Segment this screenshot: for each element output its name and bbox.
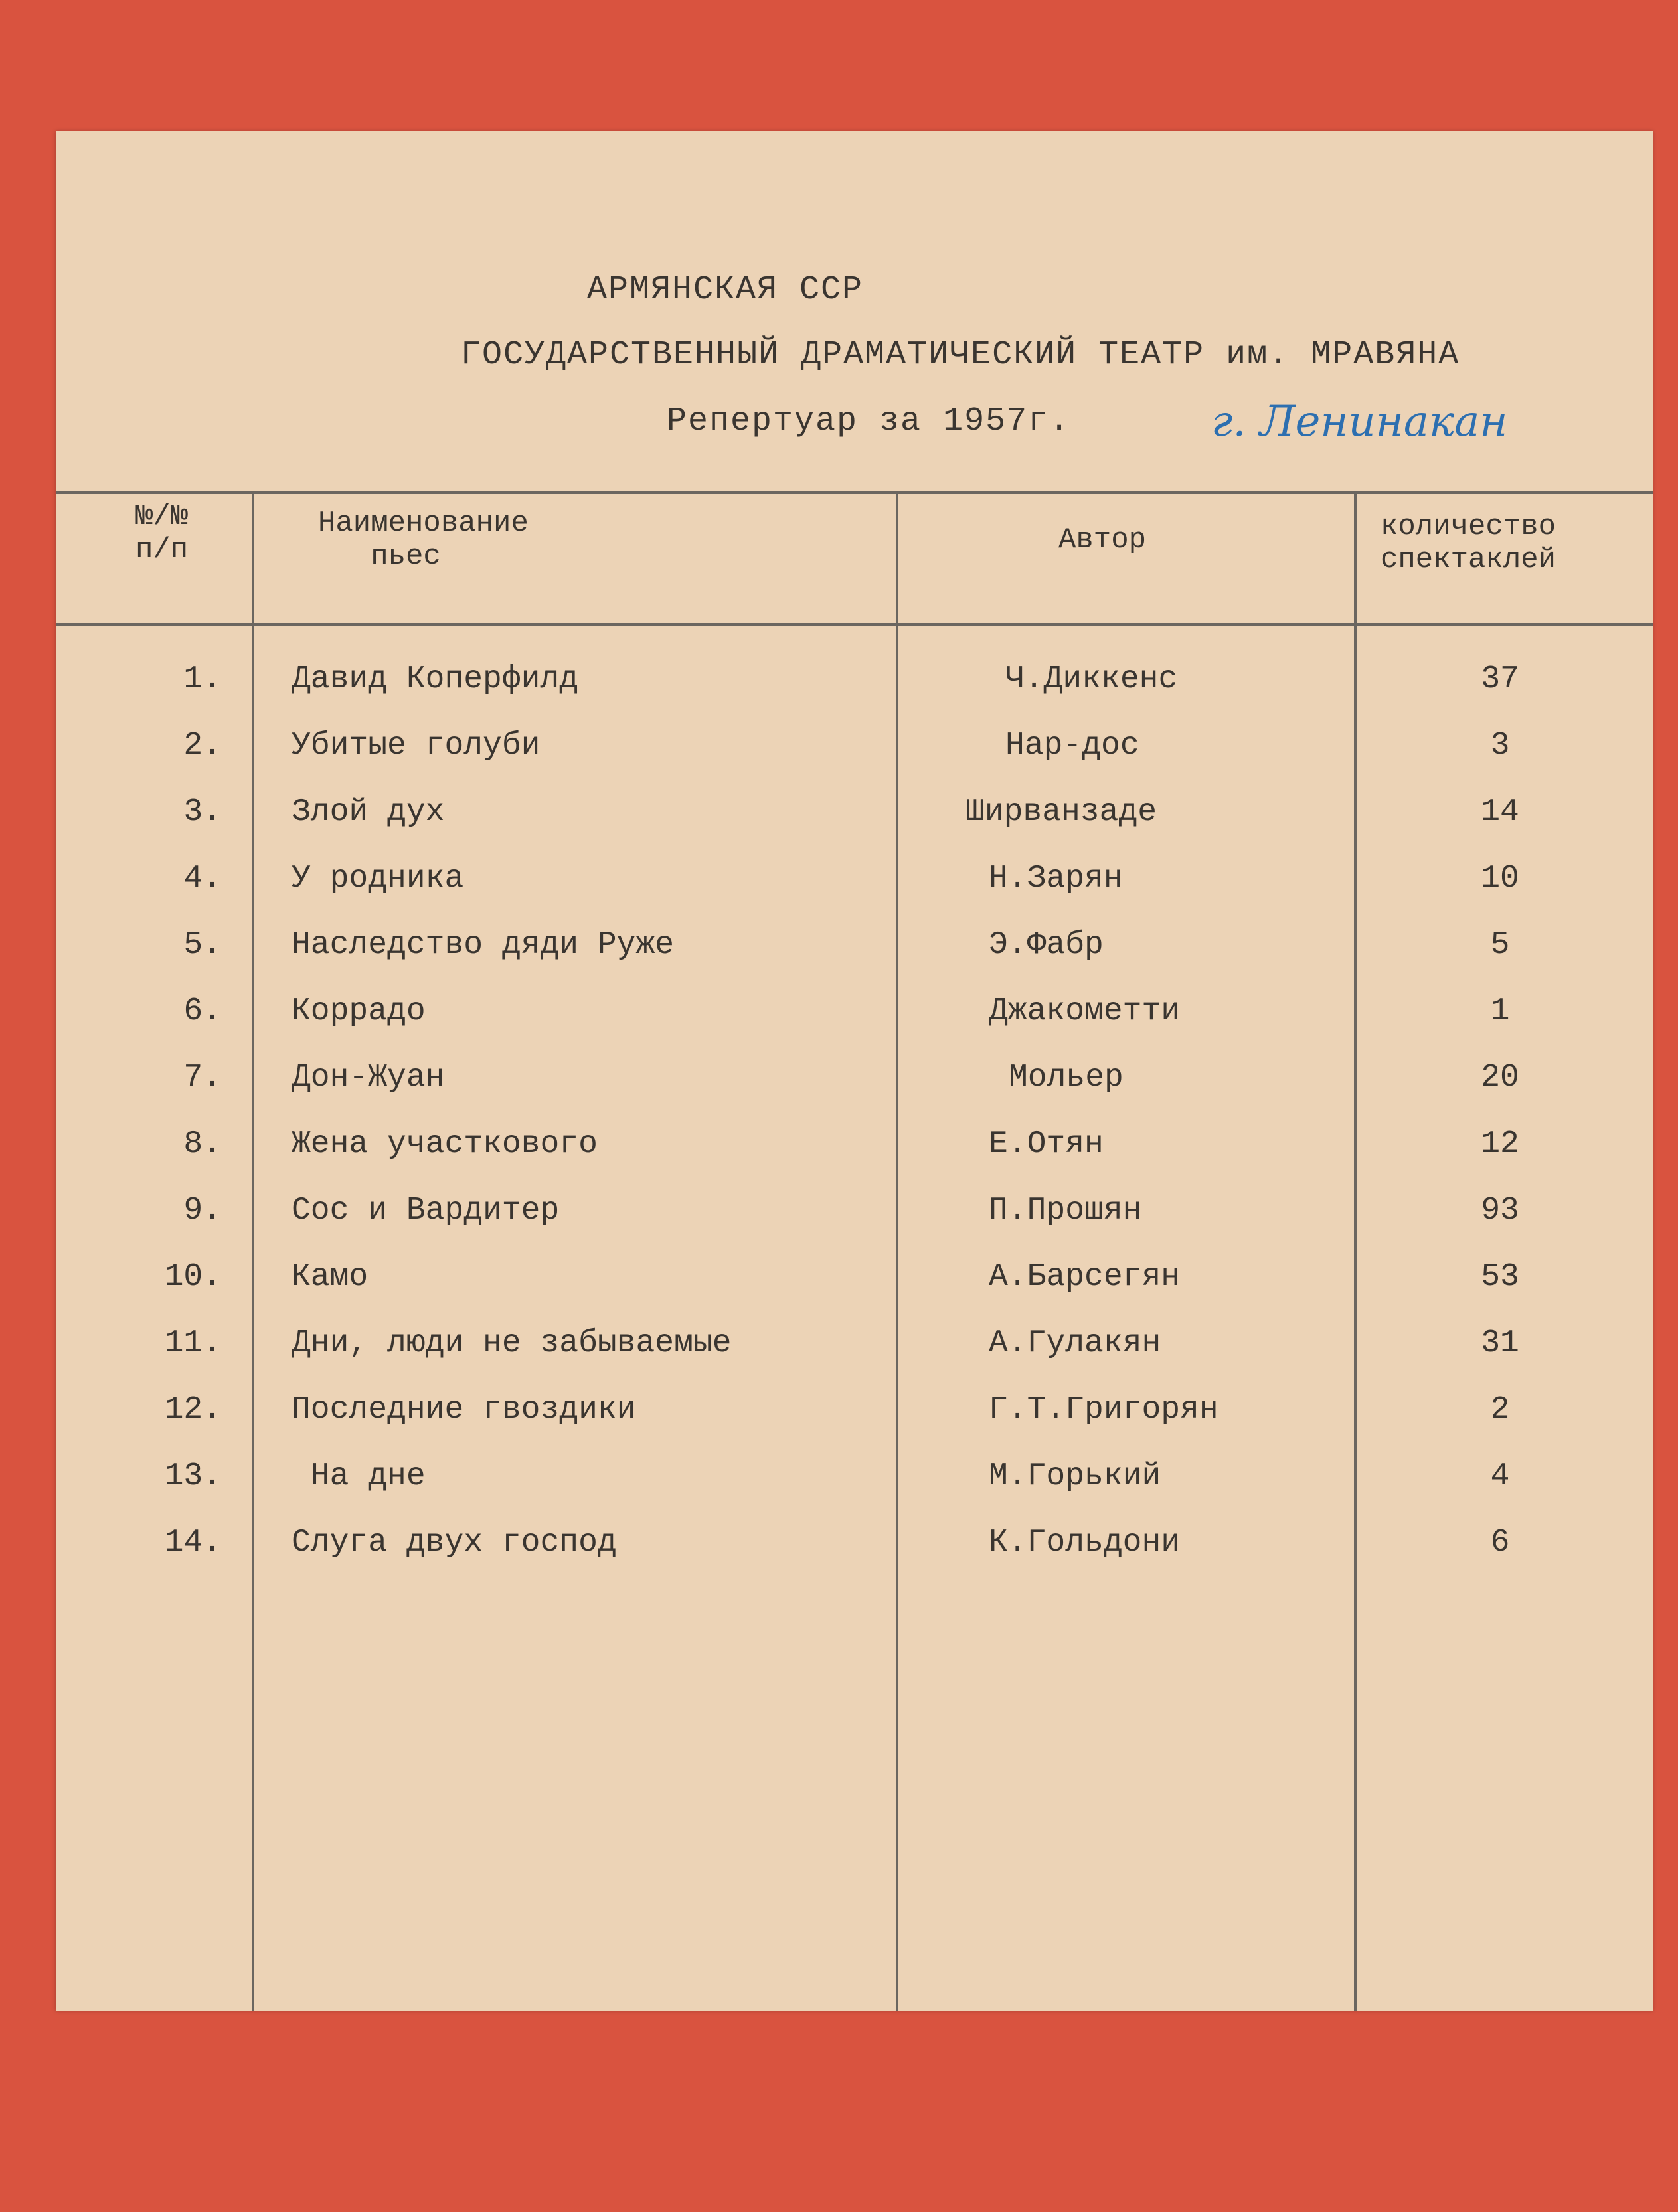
row-number: 10. bbox=[164, 1259, 222, 1295]
table-row bbox=[56, 1445, 1653, 1511]
play-title: На дне bbox=[292, 1458, 426, 1494]
play-author: Мольер bbox=[1009, 1060, 1124, 1096]
header-theatre: ГОСУДАРСТВЕННЫЙ ДРАМАТИЧЕСКИЙ ТЕАТР им. МРАВЯНА bbox=[461, 336, 1460, 374]
play-title: Дон-Жуан bbox=[292, 1060, 445, 1096]
handwritten-city-note: г. Ленинакан bbox=[1211, 397, 1508, 446]
play-title: Жена участкового bbox=[292, 1126, 598, 1162]
row-number: 1. bbox=[183, 661, 222, 697]
row-number: 3. bbox=[183, 794, 222, 830]
row-number: 11. bbox=[164, 1325, 222, 1361]
column-header-title: Наименование пьес bbox=[318, 507, 529, 573]
play-title: У родника bbox=[292, 861, 464, 896]
performance-count: 93 bbox=[1481, 1193, 1519, 1229]
performance-count: 5 bbox=[1490, 927, 1510, 963]
play-author: Ширванзаде bbox=[965, 794, 1157, 830]
column-header-author: Автор bbox=[1058, 523, 1147, 556]
play-title: Коррадо bbox=[292, 993, 426, 1029]
play-title: Сос и Вардитер bbox=[292, 1193, 560, 1229]
table-row bbox=[56, 1246, 1653, 1312]
row-number: 7. bbox=[183, 1060, 222, 1096]
row-number: 9. bbox=[183, 1193, 222, 1229]
header-republic: АРМЯНСКАЯ ССР bbox=[587, 271, 864, 309]
table-row bbox=[56, 715, 1653, 781]
play-author: Г.Т.Григорян bbox=[989, 1392, 1218, 1428]
performance-count: 3 bbox=[1490, 728, 1510, 764]
play-author: А.Барсегян bbox=[989, 1259, 1181, 1295]
table-row bbox=[56, 1047, 1653, 1113]
table-row bbox=[56, 1379, 1653, 1445]
table-row bbox=[56, 648, 1653, 715]
play-author: А.Гулакян bbox=[989, 1325, 1161, 1361]
play-author: Ч.Диккенс bbox=[1005, 661, 1178, 697]
play-title: Дни, люди не забываемые bbox=[292, 1325, 732, 1361]
play-author: Н.Зарян bbox=[989, 861, 1123, 896]
row-number: 8. bbox=[183, 1126, 222, 1162]
performance-count: 10 bbox=[1481, 861, 1519, 896]
table-row bbox=[56, 1511, 1653, 1578]
play-author: Э.Фабр bbox=[989, 927, 1104, 963]
row-number: 4. bbox=[183, 861, 222, 896]
column-header-number: №/№ п/п bbox=[135, 500, 189, 566]
play-title: Последние гвоздики bbox=[292, 1392, 636, 1428]
performance-count: 14 bbox=[1481, 794, 1519, 830]
play-title: Злой дух bbox=[292, 794, 445, 830]
table-row bbox=[56, 980, 1653, 1047]
play-author: Нар-дос bbox=[1005, 728, 1139, 764]
header-repertoire: Репертуар за 1957г. bbox=[667, 402, 1071, 440]
row-number: 5. bbox=[183, 927, 222, 963]
performance-count: 37 bbox=[1481, 661, 1519, 697]
row-number: 14. bbox=[164, 1525, 222, 1561]
table-top-rule bbox=[56, 491, 1653, 494]
play-author: К.Гольдони bbox=[989, 1525, 1181, 1561]
play-title: Слуга двух господ bbox=[292, 1525, 617, 1561]
play-author: Джакометти bbox=[989, 993, 1181, 1029]
table-header-rule bbox=[56, 623, 1653, 626]
play-author: П.Прошян bbox=[989, 1193, 1142, 1229]
play-title: Камо bbox=[292, 1259, 369, 1295]
performance-count: 20 bbox=[1481, 1060, 1519, 1096]
play-author: Е.Отян bbox=[989, 1126, 1104, 1162]
performance-count: 1 bbox=[1490, 993, 1510, 1029]
row-number: 13. bbox=[164, 1458, 222, 1494]
performance-count: 31 bbox=[1481, 1325, 1519, 1361]
row-number: 6. bbox=[183, 993, 222, 1029]
play-title: Наследство дяди Руже bbox=[292, 927, 675, 963]
performance-count: 12 bbox=[1481, 1126, 1519, 1162]
play-title: Убитые голуби bbox=[292, 728, 541, 764]
table-row bbox=[56, 781, 1653, 847]
performance-count: 53 bbox=[1481, 1259, 1519, 1295]
table-row bbox=[56, 847, 1653, 914]
play-title: Давид Коперфилд bbox=[292, 661, 579, 697]
table-row bbox=[56, 1113, 1653, 1179]
performance-count: 4 bbox=[1490, 1458, 1510, 1494]
row-number: 12. bbox=[164, 1392, 222, 1428]
document-sheet bbox=[56, 131, 1653, 2011]
play-author: М.Горький bbox=[989, 1458, 1161, 1494]
table-row bbox=[56, 1312, 1653, 1379]
row-number: 2. bbox=[183, 728, 222, 764]
performance-count: 2 bbox=[1490, 1392, 1510, 1428]
performance-count: 6 bbox=[1490, 1525, 1510, 1561]
column-header-count: количество спектаклей bbox=[1381, 510, 1556, 576]
table-row bbox=[56, 914, 1653, 980]
table-row bbox=[56, 1179, 1653, 1246]
